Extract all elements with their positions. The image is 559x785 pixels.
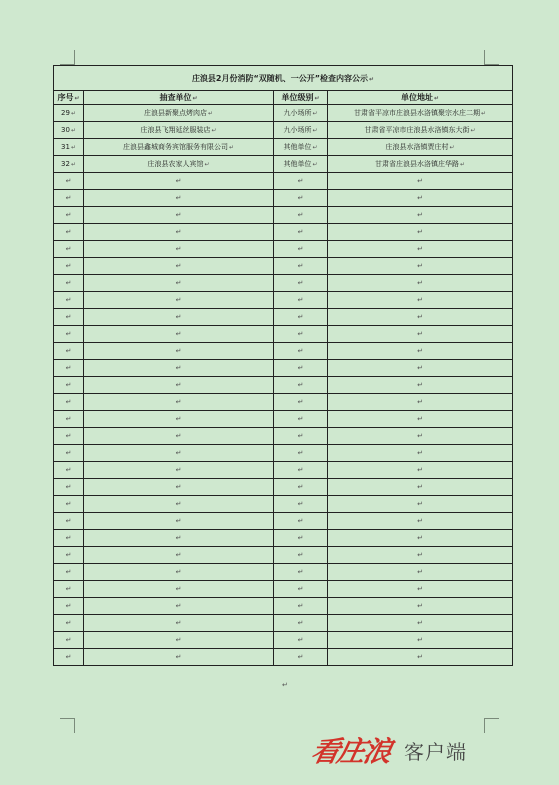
empty-cell: ↵ bbox=[274, 615, 328, 632]
empty-cell: ↵ bbox=[274, 547, 328, 564]
table-row bbox=[54, 156, 513, 173]
empty-cell: ↵ bbox=[54, 462, 84, 479]
empty-row bbox=[54, 496, 513, 513]
empty-cell: ↵ bbox=[54, 547, 84, 564]
empty-cell: ↵ bbox=[84, 275, 274, 292]
header-row bbox=[54, 91, 513, 105]
empty-cell: ↵ bbox=[274, 479, 328, 496]
empty-cell: ↵ bbox=[54, 275, 84, 292]
empty-row bbox=[54, 309, 513, 326]
empty-cell: ↵ bbox=[328, 360, 513, 377]
empty-cell: ↵ bbox=[274, 275, 328, 292]
empty-row bbox=[54, 649, 513, 666]
table-cell: 32↵ bbox=[54, 156, 84, 173]
empty-cell: ↵ bbox=[328, 343, 513, 360]
table-cell: 庄浪县鑫城商务宾馆服务有限公司↵ bbox=[84, 139, 274, 156]
empty-cell: ↵ bbox=[54, 479, 84, 496]
empty-cell: ↵ bbox=[274, 462, 328, 479]
empty-row bbox=[54, 190, 513, 207]
empty-row bbox=[54, 360, 513, 377]
empty-row bbox=[54, 445, 513, 462]
app-logo bbox=[308, 730, 468, 770]
empty-cell: ↵ bbox=[54, 258, 84, 275]
empty-cell: ↵ bbox=[54, 292, 84, 309]
empty-cell: ↵ bbox=[328, 292, 513, 309]
empty-cell: ↵ bbox=[328, 615, 513, 632]
empty-row bbox=[54, 207, 513, 224]
empty-row bbox=[54, 275, 513, 292]
table-cell: 31↵ bbox=[54, 139, 84, 156]
empty-cell: ↵ bbox=[328, 462, 513, 479]
table-row bbox=[54, 122, 513, 139]
empty-cell: ↵ bbox=[274, 581, 328, 598]
empty-row bbox=[54, 326, 513, 343]
table-title: 庄浪县2月份消防“双随机、一公开”检查内容公示↵ bbox=[54, 66, 513, 91]
empty-cell: ↵ bbox=[54, 564, 84, 581]
table-cell: 30↵ bbox=[54, 122, 84, 139]
logo-text: 客户端 bbox=[404, 739, 468, 764]
empty-cell: ↵ bbox=[54, 428, 84, 445]
table-row bbox=[54, 105, 513, 122]
logo-mark: 看庄浪 bbox=[308, 735, 394, 768]
empty-cell: ↵ bbox=[328, 326, 513, 343]
empty-cell: ↵ bbox=[328, 207, 513, 224]
empty-cell: ↵ bbox=[328, 428, 513, 445]
empty-cell: ↵ bbox=[274, 445, 328, 462]
empty-cell: ↵ bbox=[84, 581, 274, 598]
empty-row bbox=[54, 581, 513, 598]
header-cell: 单位级别↵ bbox=[274, 91, 328, 105]
empty-cell: ↵ bbox=[54, 190, 84, 207]
empty-cell: ↵ bbox=[274, 224, 328, 241]
empty-cell: ↵ bbox=[54, 445, 84, 462]
table-cell: 其他单位↵ bbox=[274, 156, 328, 173]
crop-mark-top-left bbox=[60, 50, 75, 65]
empty-cell: ↵ bbox=[274, 598, 328, 615]
empty-row bbox=[54, 547, 513, 564]
empty-cell: ↵ bbox=[328, 190, 513, 207]
empty-cell: ↵ bbox=[328, 377, 513, 394]
empty-cell: ↵ bbox=[54, 309, 84, 326]
table-cell: 甘肃省平凉市庄浪县水洛镇东大街↵ bbox=[328, 122, 513, 139]
empty-cell: ↵ bbox=[274, 292, 328, 309]
empty-cell: ↵ bbox=[84, 462, 274, 479]
table-cell: 九小场所↵ bbox=[274, 122, 328, 139]
empty-cell: ↵ bbox=[274, 394, 328, 411]
empty-cell: ↵ bbox=[54, 496, 84, 513]
empty-cell: ↵ bbox=[274, 241, 328, 258]
empty-row bbox=[54, 632, 513, 649]
empty-cell: ↵ bbox=[84, 496, 274, 513]
empty-cell: ↵ bbox=[54, 360, 84, 377]
empty-cell: ↵ bbox=[84, 411, 274, 428]
empty-cell: ↵ bbox=[84, 326, 274, 343]
empty-row bbox=[54, 598, 513, 615]
table-cell: 九小场所↵ bbox=[274, 105, 328, 122]
empty-row bbox=[54, 224, 513, 241]
empty-cell: ↵ bbox=[328, 649, 513, 666]
empty-cell: ↵ bbox=[54, 598, 84, 615]
empty-cell: ↵ bbox=[274, 360, 328, 377]
table-cell: 甘肃省庄浪县水洛镇庄华路↵ bbox=[328, 156, 513, 173]
empty-cell: ↵ bbox=[274, 207, 328, 224]
empty-cell: ↵ bbox=[84, 207, 274, 224]
empty-cell: ↵ bbox=[84, 564, 274, 581]
empty-row bbox=[54, 462, 513, 479]
empty-row bbox=[54, 615, 513, 632]
empty-cell: ↵ bbox=[84, 445, 274, 462]
empty-cell: ↵ bbox=[84, 360, 274, 377]
empty-row bbox=[54, 564, 513, 581]
empty-cell: ↵ bbox=[328, 394, 513, 411]
empty-cell: ↵ bbox=[274, 411, 328, 428]
empty-cell: ↵ bbox=[84, 309, 274, 326]
paragraph-mark: ↵ bbox=[282, 681, 288, 689]
empty-row bbox=[54, 258, 513, 275]
empty-cell: ↵ bbox=[328, 581, 513, 598]
empty-cell: ↵ bbox=[54, 241, 84, 258]
empty-row bbox=[54, 513, 513, 530]
empty-cell: ↵ bbox=[84, 649, 274, 666]
empty-cell: ↵ bbox=[274, 190, 328, 207]
empty-cell: ↵ bbox=[328, 224, 513, 241]
empty-cell: ↵ bbox=[274, 496, 328, 513]
empty-row bbox=[54, 394, 513, 411]
empty-cell: ↵ bbox=[274, 649, 328, 666]
empty-cell: ↵ bbox=[54, 224, 84, 241]
header-cell: 单位地址↵ bbox=[328, 91, 513, 105]
empty-cell: ↵ bbox=[84, 224, 274, 241]
empty-cell: ↵ bbox=[328, 513, 513, 530]
empty-cell: ↵ bbox=[328, 479, 513, 496]
empty-cell: ↵ bbox=[84, 394, 274, 411]
crop-mark-top-right bbox=[484, 50, 499, 65]
table-cell: 其他单位↵ bbox=[274, 139, 328, 156]
table-cell: 庄浪县农家人宾馆↵ bbox=[84, 156, 274, 173]
empty-cell: ↵ bbox=[274, 632, 328, 649]
empty-cell: ↵ bbox=[328, 530, 513, 547]
empty-row bbox=[54, 241, 513, 258]
empty-cell: ↵ bbox=[328, 258, 513, 275]
empty-cell: ↵ bbox=[328, 632, 513, 649]
empty-cell: ↵ bbox=[54, 394, 84, 411]
empty-cell: ↵ bbox=[274, 530, 328, 547]
empty-cell: ↵ bbox=[54, 615, 84, 632]
empty-cell: ↵ bbox=[84, 513, 274, 530]
empty-cell: ↵ bbox=[274, 377, 328, 394]
empty-cell: ↵ bbox=[84, 377, 274, 394]
empty-cell: ↵ bbox=[54, 326, 84, 343]
header-cell: 序号↵ bbox=[54, 91, 84, 105]
empty-cell: ↵ bbox=[274, 309, 328, 326]
table-cell: 甘肃省平凉市庄浪县水洛镇聚宗水庄二期↵ bbox=[328, 105, 513, 122]
empty-cell: ↵ bbox=[274, 173, 328, 190]
empty-row bbox=[54, 530, 513, 547]
empty-cell: ↵ bbox=[84, 173, 274, 190]
empty-cell: ↵ bbox=[54, 530, 84, 547]
empty-cell: ↵ bbox=[54, 649, 84, 666]
empty-cell: ↵ bbox=[274, 326, 328, 343]
empty-cell: ↵ bbox=[54, 411, 84, 428]
empty-cell: ↵ bbox=[54, 343, 84, 360]
empty-cell: ↵ bbox=[84, 632, 274, 649]
empty-cell: ↵ bbox=[328, 173, 513, 190]
header-cell: 抽查单位↵ bbox=[84, 91, 274, 105]
empty-row bbox=[54, 377, 513, 394]
empty-row bbox=[54, 343, 513, 360]
empty-row bbox=[54, 173, 513, 190]
empty-row bbox=[54, 479, 513, 496]
empty-cell: ↵ bbox=[84, 479, 274, 496]
empty-cell: ↵ bbox=[54, 173, 84, 190]
empty-cell: ↵ bbox=[328, 445, 513, 462]
empty-cell: ↵ bbox=[84, 547, 274, 564]
empty-cell: ↵ bbox=[328, 241, 513, 258]
empty-row bbox=[54, 411, 513, 428]
empty-cell: ↵ bbox=[54, 513, 84, 530]
table-cell: 庄浪县飞翔延丝服装店↵ bbox=[84, 122, 274, 139]
empty-cell: ↵ bbox=[84, 241, 274, 258]
title-row bbox=[54, 66, 513, 91]
empty-cell: ↵ bbox=[84, 530, 274, 547]
empty-cell: ↵ bbox=[274, 564, 328, 581]
table-cell: 29↵ bbox=[54, 105, 84, 122]
empty-cell: ↵ bbox=[274, 258, 328, 275]
empty-cell: ↵ bbox=[328, 547, 513, 564]
empty-cell: ↵ bbox=[54, 581, 84, 598]
empty-cell: ↵ bbox=[328, 564, 513, 581]
empty-cell: ↵ bbox=[54, 632, 84, 649]
crop-mark-bottom-left bbox=[60, 718, 75, 733]
empty-cell: ↵ bbox=[84, 343, 274, 360]
empty-cell: ↵ bbox=[328, 496, 513, 513]
table-cell: 庄浪县新聚点烤肉店↵ bbox=[84, 105, 274, 122]
crop-mark-bottom-right bbox=[484, 718, 499, 733]
empty-cell: ↵ bbox=[274, 343, 328, 360]
empty-cell: ↵ bbox=[54, 207, 84, 224]
empty-cell: ↵ bbox=[328, 309, 513, 326]
empty-cell: ↵ bbox=[54, 377, 84, 394]
table-cell: 庄浪县水洛镇贾庄村↵ bbox=[328, 139, 513, 156]
empty-cell: ↵ bbox=[328, 411, 513, 428]
empty-row bbox=[54, 292, 513, 309]
empty-cell: ↵ bbox=[84, 428, 274, 445]
empty-cell: ↵ bbox=[84, 258, 274, 275]
empty-cell: ↵ bbox=[328, 275, 513, 292]
empty-cell: ↵ bbox=[328, 598, 513, 615]
empty-cell: ↵ bbox=[274, 428, 328, 445]
empty-cell: ↵ bbox=[84, 190, 274, 207]
inspection-table bbox=[53, 65, 513, 666]
empty-cell: ↵ bbox=[84, 615, 274, 632]
empty-cell: ↵ bbox=[84, 292, 274, 309]
empty-cell: ↵ bbox=[84, 598, 274, 615]
empty-row bbox=[54, 428, 513, 445]
empty-cell: ↵ bbox=[274, 513, 328, 530]
table-row bbox=[54, 139, 513, 156]
